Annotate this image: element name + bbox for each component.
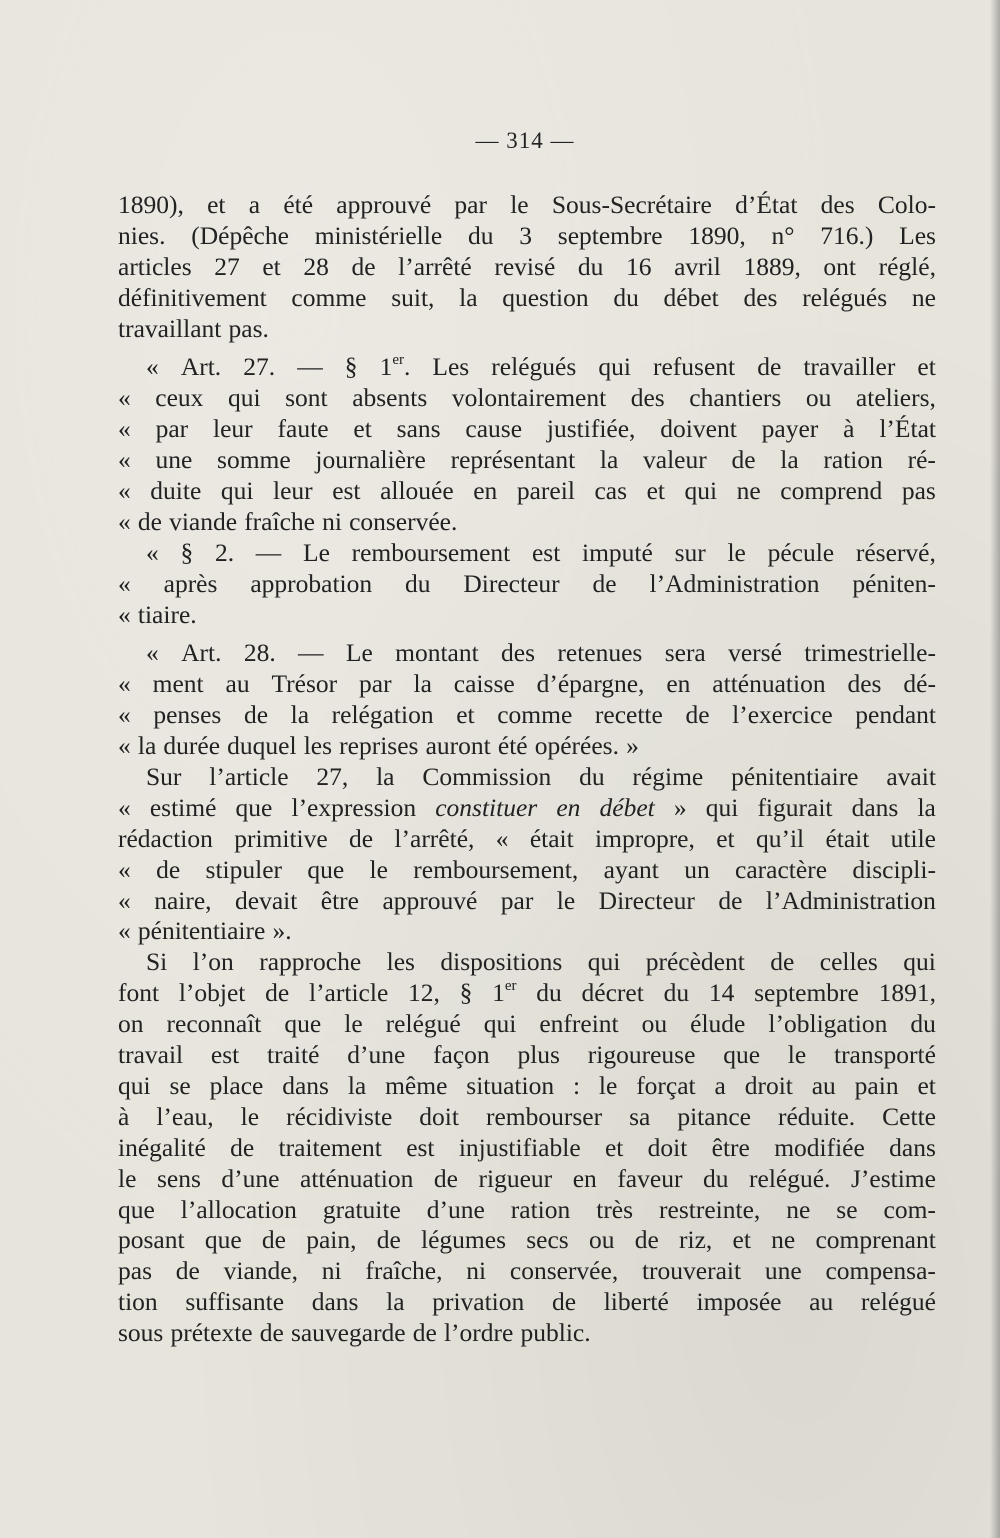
text-line-29: qui se place dans la même situation : le forçat a droit au pain et	[118, 1070, 936, 1100]
text-line-22: « de stipuler que le remboursement, ayant un caractère discipli-	[118, 854, 936, 884]
text-line-17: « penses de la relégation et comme recette de l’exercice pendant	[118, 700, 936, 730]
text-line-15: « Art. 28. — Le montant des retenues sera versé trimestrielle-	[146, 638, 936, 668]
text-line-27: on reconnaît que le relégué qui enfreint ou élude l’obligation du	[118, 1009, 936, 1039]
text-line-23: « naire, devait être approuvé par le Directeur de l’Administration	[118, 885, 936, 915]
text-line-31: inégalité de traitement est injustifiable et doit être modifiée dans	[118, 1132, 936, 1162]
text-line-11: « de viande fraîche ni conservée.	[118, 506, 458, 536]
text-line-37: sous prétexte de sauvegarde de l’ordre public.	[118, 1318, 591, 1348]
body-text	[118, 190, 936, 1349]
text-line-34: posant que de pain, de légumes secs ou de riz, et ne comprenant	[118, 1225, 936, 1255]
text-line-12: « § 2. — Le remboursement est imputé sur le pécule réservé,	[146, 537, 936, 567]
text-line-25: Si l’on rapproche les dispositions qui précèdent de celles qui	[146, 947, 936, 977]
text-line-32: le sens d’une atténuation de rigueur en faveur du relégué. J’estime	[118, 1163, 936, 1193]
text-line-6: « Art. 27. — § 1er. Les relégués qui refusent de travailler et	[146, 351, 936, 382]
text-line-10: « duite qui leur est allouée en pareil cas et qui ne comprend pas	[118, 476, 936, 506]
text-line-1: 1890), et a été approuvé par le Sous-Secrétaire d’État des Colo-	[118, 190, 936, 219]
text-line-35: pas de viande, ni fraîche, ni conservée, trouverait une compensa-	[118, 1256, 936, 1286]
text-line-13: « après approbation du Directeur de l’Administration péniten-	[118, 568, 936, 598]
text-line-21: rédaction primitive de l’arrêté, « était impropre, et qu’il était utile	[118, 823, 936, 853]
text-line-28: travail est traité d’une façon plus rigoureuse que le transporté	[118, 1040, 936, 1070]
text-line-16: « ment au Trésor par la caisse d’épargne, en atténuation des dé-	[118, 669, 936, 699]
text-line-33: que l’allocation gratuite d’une ration très restreinte, ne se com-	[118, 1194, 936, 1224]
text-line-26: font l’objet de l’article 12, § 1er du décret du 14 septembre 1891,	[118, 977, 936, 1008]
text-line-3: articles 27 et 28 de l’arrêté revisé du 16 avril 1889, ont réglé,	[118, 251, 936, 281]
text-line-24: « pénitentiaire ».	[118, 916, 292, 946]
text-line-8: « par leur faute et sans cause justifiée, doivent payer à l’État	[118, 414, 936, 444]
page-number: — 314 —	[475, 128, 575, 153]
page-edge-shadow	[990, 0, 1000, 1538]
text-line-20: « estimé que l’expression constituer en débet » qui figurait dans la	[118, 792, 936, 822]
text-line-9: « une somme journalière représentant la valeur de la ration ré-	[118, 445, 936, 475]
text-line-4: définitivement comme suit, la question du débet des relégués ne	[118, 282, 936, 312]
text-line-7: « ceux qui sont absents volontairement des chantiers ou ateliers,	[118, 383, 936, 413]
text-line-18: « la durée duquel les reprises auront été opérées. »	[118, 731, 639, 761]
text-line-30: à l’eau, le récidiviste doit rembourser sa pitance réduite. Cette	[118, 1101, 936, 1131]
text-line-36: tion suffisante dans la privation de liberté imposée au relégué	[118, 1287, 936, 1317]
text-line-19: Sur l’article 27, la Commission du régime pénitentiaire avait	[146, 762, 936, 792]
text-line-2: nies. (Dépêche ministérielle du 3 septembre 1890, n° 716.) Les	[118, 220, 936, 250]
text-line-5: travaillant pas.	[118, 313, 269, 343]
text-line-14: « tiaire.	[118, 599, 197, 629]
